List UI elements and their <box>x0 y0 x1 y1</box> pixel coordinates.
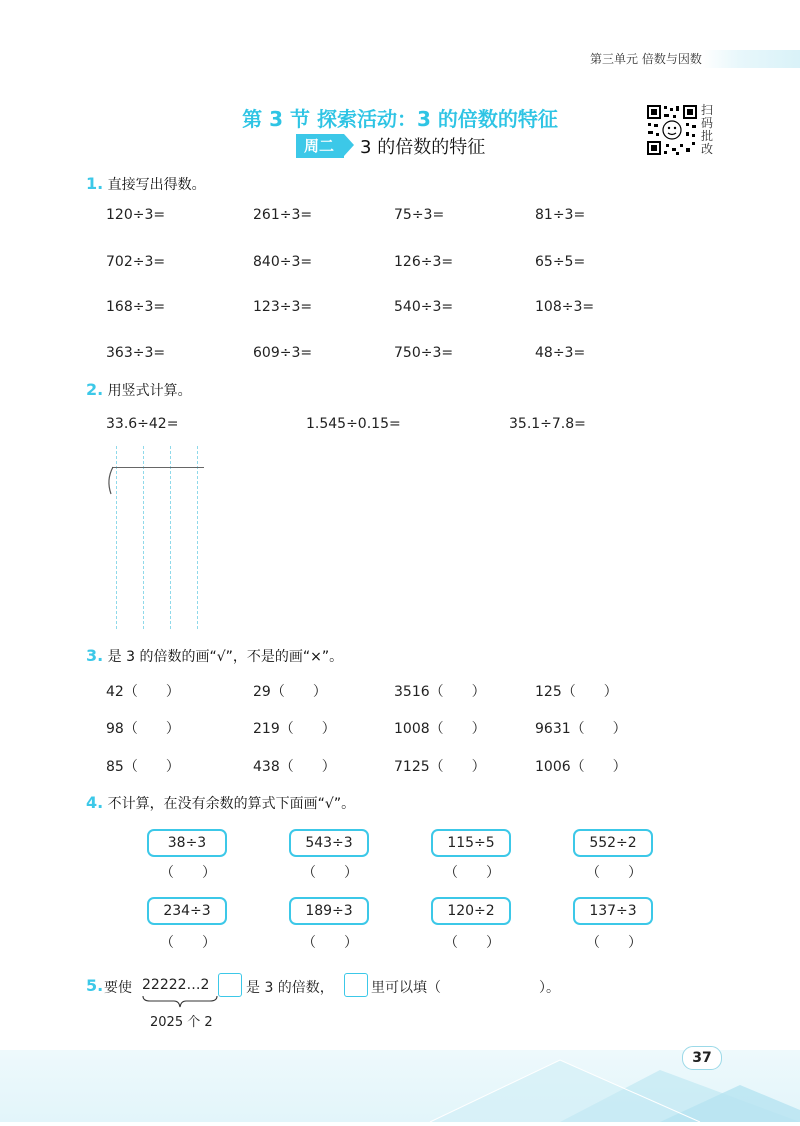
digit-box[interactable] <box>344 973 368 997</box>
q3-item[interactable]: 9631（ ） <box>535 721 627 737</box>
section-title: 第 3 节 探索活动：3 的倍数的特征 <box>242 107 558 131</box>
bottom-decoration <box>0 1050 800 1122</box>
expression-box: 115÷5 <box>431 829 511 857</box>
qr-label: 扫码批改 <box>701 103 714 156</box>
q3-item[interactable]: 42（ ） <box>106 684 180 700</box>
q1-item: 750÷3= <box>394 345 454 361</box>
q1-item: 363÷3= <box>106 345 166 361</box>
expression-box: 189÷3 <box>289 897 369 925</box>
q1-item: 48÷3= <box>535 345 586 361</box>
q3-item[interactable]: 98（ ） <box>106 721 180 737</box>
q2-item: 1.545÷0.15= <box>306 416 401 432</box>
q2-item: 35.1÷7.8= <box>509 416 586 432</box>
lesson-subtitle <box>296 134 485 158</box>
q1-item: 168÷3= <box>106 299 166 315</box>
day-tag: 周二 <box>296 134 344 158</box>
answer-blank[interactable]: （ ） <box>302 935 358 951</box>
q3-item[interactable]: 29（ ） <box>253 684 327 700</box>
q1-item: 75÷3= <box>394 207 445 223</box>
q3-number: 3. <box>86 646 104 665</box>
q1-item: 65÷5= <box>535 254 586 270</box>
expression-box: 234÷3 <box>147 897 227 925</box>
q4-title: 不计算，在没有余数的算式下面画“√”。 <box>107 796 356 812</box>
q1-item: 108÷3= <box>535 299 595 315</box>
brace-label: 2025 个 2 <box>150 1015 213 1030</box>
q2-title: 用竖式计算。 <box>107 383 192 399</box>
answer-blank[interactable]: （ ） <box>302 865 358 881</box>
guide-line <box>143 446 144 629</box>
guide-line <box>116 446 117 629</box>
guide-line <box>197 446 198 629</box>
guide-line <box>170 446 171 629</box>
answer-blank[interactable]: （ ） <box>444 935 500 951</box>
answer-blank[interactable]: （ ） <box>160 935 216 951</box>
q4-number: 4. <box>86 793 104 812</box>
q5-number: 5. <box>86 976 104 995</box>
q3-item[interactable]: 1008（ ） <box>394 721 486 737</box>
answer-blank[interactable]: （ ） <box>586 935 642 951</box>
q1-item: 261÷3= <box>253 207 313 223</box>
q1-heading <box>86 174 206 194</box>
q1-item: 609÷3= <box>253 345 313 361</box>
q3-item[interactable]: 125（ ） <box>535 684 618 700</box>
expression-box: 552÷2 <box>573 829 653 857</box>
q3-item[interactable]: 219（ ） <box>253 721 336 737</box>
q1-item: 123÷3= <box>253 299 313 315</box>
q1-number: 1. <box>86 174 104 193</box>
expression-box: 120÷2 <box>431 897 511 925</box>
q1-item: 702÷3= <box>106 254 166 270</box>
q1-item: 126÷3= <box>394 254 454 270</box>
q3-heading <box>86 646 343 666</box>
underbrace-icon <box>142 995 218 1009</box>
q3-item[interactable]: 7125（ ） <box>394 759 486 775</box>
q1-item: 540÷3= <box>394 299 454 315</box>
answer-blank[interactable]: （ ） <box>160 865 216 881</box>
q1-item: 81÷3= <box>535 207 586 223</box>
q3-item[interactable]: 85（ ） <box>106 759 180 775</box>
expression-box: 38÷3 <box>147 829 227 857</box>
mountain-pattern-icon <box>0 1050 800 1122</box>
division-bracket-icon <box>104 466 116 496</box>
q3-item[interactable]: 1006（ ） <box>535 759 627 775</box>
q3-item[interactable]: 438（ ） <box>253 759 336 775</box>
q2-number: 2. <box>86 380 104 399</box>
q5-middle: 是 3 的倍数， <box>246 980 334 996</box>
q1-title: 直接写出得数。 <box>107 177 206 193</box>
q2-item: 33.6÷42= <box>106 416 179 432</box>
division-bar <box>112 467 204 468</box>
q5-prefix: 要使 <box>104 980 132 996</box>
lesson-title: 3 的倍数的特征 <box>360 137 486 158</box>
q2-heading <box>86 380 192 400</box>
answer-blank[interactable]: （ ） <box>586 865 642 881</box>
q4-heading <box>86 793 355 813</box>
q1-item: 840÷3= <box>253 254 313 270</box>
expression-box: 543÷3 <box>289 829 369 857</box>
digit-box[interactable] <box>218 973 242 997</box>
q5-suffix[interactable]: 里可以填（ ）。 <box>371 980 560 996</box>
qr-code-icon[interactable] <box>646 104 698 156</box>
answer-blank[interactable]: （ ） <box>444 865 500 881</box>
q3-title: 是 3 的倍数的画“√”，不是的画“×”。 <box>107 649 344 665</box>
unit-label: 第三单元 倍数与因数 <box>590 52 702 66</box>
q5-number-string: 22222…2 <box>142 977 210 993</box>
expression-box: 137÷3 <box>573 897 653 925</box>
q1-item: 120÷3= <box>106 207 166 223</box>
q3-item[interactable]: 3516（ ） <box>394 684 486 700</box>
page-number: 37 <box>682 1046 722 1070</box>
